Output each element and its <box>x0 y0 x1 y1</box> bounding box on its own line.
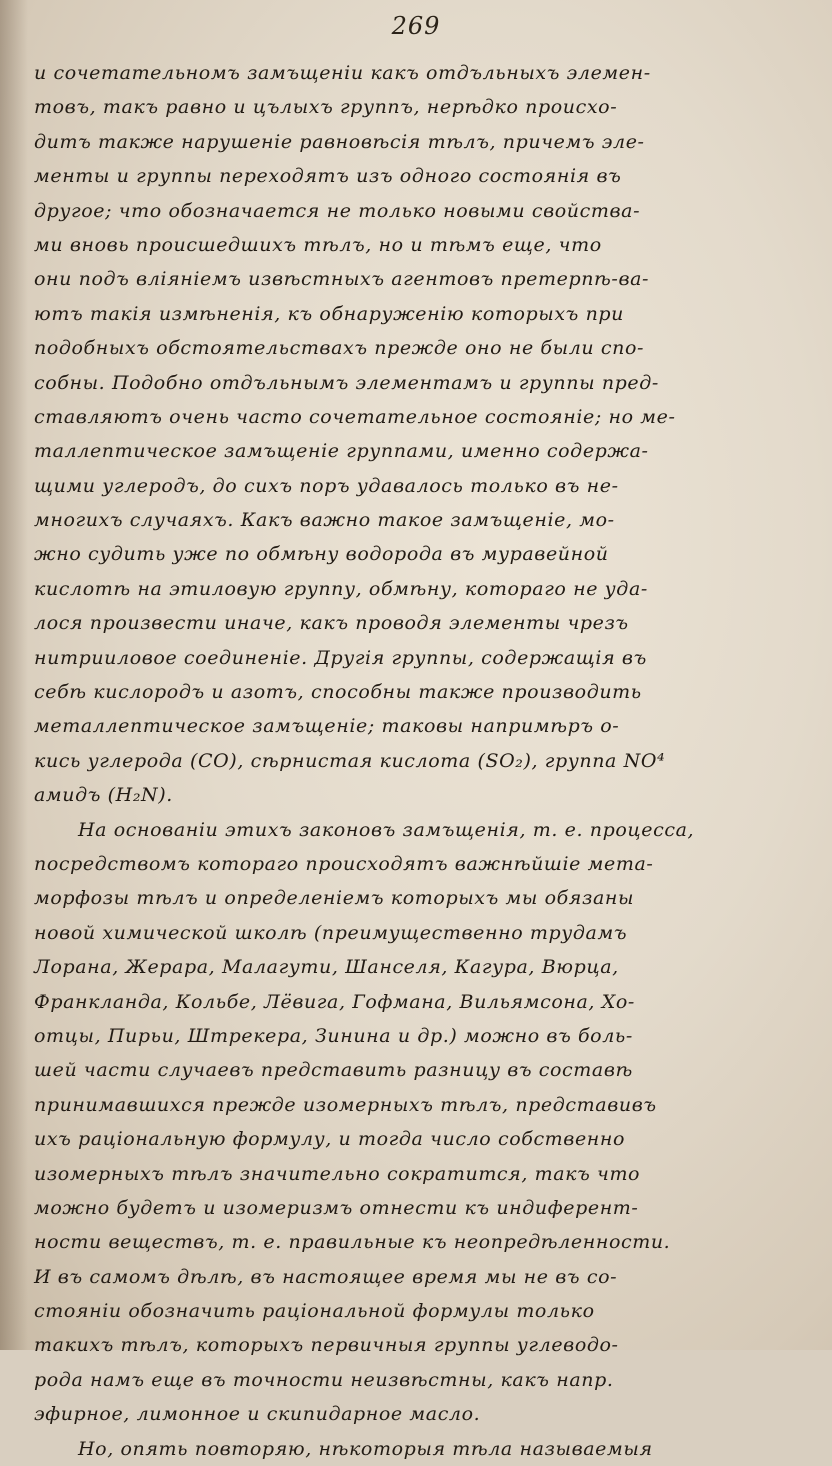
text-line: ности веществъ, т. е. правильные къ неопредѣленности. <box>34 1231 671 1254</box>
text-line: себѣ кислородъ и азотъ, способны также производить <box>34 681 642 704</box>
text-line: изомерныхъ тѣлъ значительно сократится, такъ что <box>34 1162 641 1185</box>
text-line: такихъ тѣлъ, которыхъ первичныя группы углеводо- <box>34 1334 619 1357</box>
text-line: ставляютъ очень часто сочетательное состоянiе; но ме- <box>34 405 676 428</box>
text-line: ми вновь происшедшихъ тѣлъ, но и тѣмъ еще, что <box>34 233 602 256</box>
text-line: посредствомъ котораго происходятъ важнѣйшiе мета- <box>34 852 654 875</box>
text-line: амидъ (H₂N). <box>34 784 173 807</box>
text-line: менты и группы переходятъ изъ одного состоянiя въ <box>34 165 622 188</box>
text-line: шей части случаевъ представить разницу въ составѣ <box>34 1059 633 1082</box>
text-line: щими углеродъ, до сихъ поръ удавалось только въ не- <box>34 474 619 497</box>
text-line: принимавшихся прежде изомерныхъ тѣлъ, представивъ <box>34 1093 657 1116</box>
text-line: можно будетъ и изомеризмъ отнести къ индиферент- <box>34 1196 639 1219</box>
text-line: новой химической школѣ (преимущественно трудамъ <box>34 921 628 944</box>
text-line: лося произвести иначе, какъ проводя элементы чрезъ <box>34 612 629 635</box>
text-line: товъ, такъ равно и цълыхъ группъ, нерѣдко происхо- <box>34 96 618 119</box>
text-line: эфирное, лимонное и скипидарное масло. <box>34 1403 481 1426</box>
text-line: кислотѣ на этиловую группу, обмѣну, котораго не уда- <box>34 577 648 600</box>
text-line: нитрииловое соединенiе. Другiя группы, содержащiя въ <box>34 646 647 669</box>
text-line: подобныхъ обстоятельствахъ прежде оно не были спо- <box>34 337 645 360</box>
page-number: 269 <box>391 12 441 40</box>
text-line: многихъ случаяхъ. Какъ важно такое замъщенiе, мо- <box>34 509 615 532</box>
handwritten-body-text <box>34 56 804 1466</box>
text-line: ихъ рацiональную формулу, и тогда число собственно <box>34 1128 626 1151</box>
text-line: дитъ также нарушенiе равновѣсiя тѣлъ, причемъ эле- <box>34 130 645 153</box>
text-line: металлептическое замъщенiе; таковы напримѣръ о- <box>34 715 620 738</box>
text-line: отцы, Пирьи, Штрекера, Зинина и др.) можно въ боль- <box>34 1024 633 1047</box>
text-line: Но, опять повторяю, нѣкоторыя тѣла называемыя <box>78 1437 653 1460</box>
text-line: собны. Подобно отдъльнымъ элементамъ и группы пред- <box>34 371 659 394</box>
text-line: и сочетательномъ замъщенiи какъ отдъльныхъ элемен- <box>34 62 651 84</box>
text-line: морфозы тѣлъ и определенiемъ которыхъ мы обязаны <box>34 887 635 910</box>
text-line: жно судить уже по обмѣну водорода въ муравейной <box>34 543 609 566</box>
text-line: кись углерода (CO), сѣрнистая кислота (SO₂), группа NO⁴ <box>34 749 666 772</box>
text-line: Франкланда, Кольбе, Лёвига, Гофмана, Вильямсона, Хо- <box>34 990 635 1013</box>
text-line: рода намъ еще въ точности неизвѣстны, какъ напр. <box>34 1368 614 1391</box>
text-line: Лорана, Жерара, Малагути, Шанселя, Кагура, Вюрца, <box>34 956 619 979</box>
text-line: другое; что обозначается не только новыми свойства- <box>34 199 641 222</box>
text-line: ютъ такiя измѣненiя, къ обнаруженiю которыхъ при <box>34 302 625 325</box>
text-line: На основанiи этихъ законовъ замъщенiя, т. е. процесса, <box>78 818 695 841</box>
text-line: стоянiи обозначить рацiональной формулы только <box>34 1300 595 1323</box>
binding-shadow <box>0 0 28 1350</box>
text-line: таллептическое замъщенiе группами, именно содержа- <box>34 440 649 463</box>
text-line: они подъ влiянiемъ извѣстныхъ агентовъ претерпѣ-ва- <box>34 268 650 291</box>
text-line: И въ самомъ дѣлѣ, въ настоящее время мы не въ со- <box>34 1265 618 1288</box>
